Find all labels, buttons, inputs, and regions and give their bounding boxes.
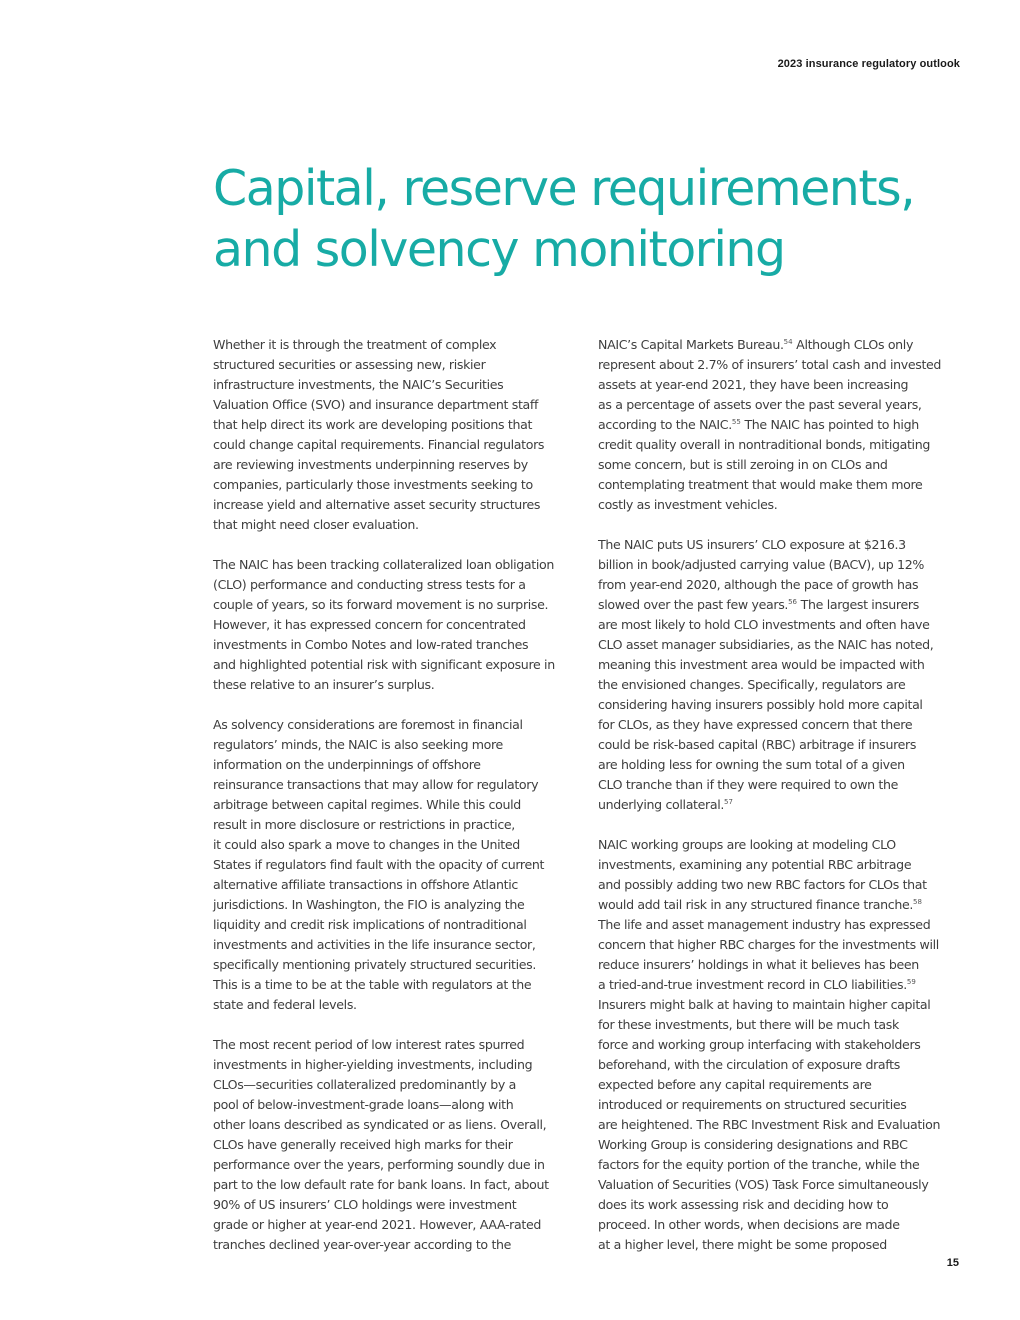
text-line: specifically mentioning privately structured securities. xyxy=(213,957,537,972)
text-line: CLO tranche than if they were required to own the xyxy=(598,777,899,792)
text-line: at a higher level, there might be some proposed xyxy=(598,1237,887,1252)
text-line: credit quality overall in nontraditional bonds, mitigating xyxy=(598,437,930,452)
text-line: Whether it is through the treatment of complex xyxy=(213,337,497,352)
text-line: The NAIC has been tracking collateralized loan obligation xyxy=(213,557,555,572)
text-line: are most likely to hold CLO investments and often have xyxy=(598,617,930,632)
text-line: and possibly adding two new RBC factors for CLOs that xyxy=(598,877,927,892)
text-line: reduce insurers’ holdings in what it believes has been xyxy=(598,957,919,972)
text-line: liquidity and credit risk implications of nontraditional xyxy=(213,917,527,932)
text-line: from year-end 2020, although the pace of growth has xyxy=(598,577,919,592)
text-line: NAIC’s Capital Markets Bureau.$^{54}$ Although CLOs only xyxy=(598,337,914,352)
text-line: force and working group interfacing with stakeholders xyxy=(598,1037,921,1052)
text-line: However, it has expressed concern for concentrated xyxy=(213,617,526,632)
text-line: infrastructure investments, the NAIC’s Securities xyxy=(213,377,504,392)
footnote-ref: 57 xyxy=(724,798,733,806)
text-line: beforehand, with the circulation of exposure drafts xyxy=(598,1057,900,1072)
text-line: expected before any capital requirements are xyxy=(598,1077,872,1092)
text-line: investments and activities in the life insurance sector, xyxy=(213,937,536,952)
text-line: result in more disclosure or restrictions in practice, xyxy=(213,817,515,832)
text-line: NAIC working groups are looking at modeling CLO xyxy=(598,837,896,852)
text-line: for these investments, but there will be much task xyxy=(598,1017,899,1032)
title-line: Capital, reserve requirements, xyxy=(213,160,915,217)
text-line: (CLO) performance and conducting stress tests for a xyxy=(213,577,526,592)
text-line: proceed. In other words, when decisions are made xyxy=(598,1217,900,1232)
text-line: structured securities or assessing new, riskier xyxy=(213,357,486,372)
text-line: reinsurance transactions that may allow for regulatory xyxy=(213,777,539,792)
footnote-ref: 58 xyxy=(913,898,922,906)
text-line: are heightened. The RBC Investment Risk and Evaluation xyxy=(598,1117,941,1132)
footnote-ref: 55 xyxy=(731,418,741,426)
text-line: grade or higher at year-end 2021. However, AAA-rated xyxy=(213,1217,541,1232)
text-line: Valuation of Securities (VOS) Task Force simultaneously xyxy=(598,1177,929,1192)
text-line: performance over the years, performing soundly due in xyxy=(213,1157,545,1172)
text-line: investments in higher-yielding investments, including xyxy=(213,1057,533,1072)
text-line: does its work assessing risk and deciding how to xyxy=(598,1197,889,1212)
paragraph xyxy=(213,1035,583,1255)
text-line: as a percentage of assets over the past several years, xyxy=(598,397,922,412)
text-line: other loans described as syndicated or as liens. Overall, xyxy=(213,1117,547,1132)
text-line: contemplating treatment that would make them more xyxy=(598,477,923,492)
page-number: 15 xyxy=(946,1257,959,1269)
text-line: companies, particularly those investments seeking to xyxy=(213,477,533,492)
text-line: according to the NAIC.$^{55}$ The NAIC has pointed to high xyxy=(598,417,919,432)
text-line: meaning this investment area would be impacted with xyxy=(598,657,925,672)
text-line: jurisdictions. In Washington, the FIO is analyzing the xyxy=(213,897,525,912)
text-line: could be risk-based capital (RBC) arbitrage if insurers xyxy=(598,737,917,752)
text-line: factors for the equity portion of the tranche, while the xyxy=(598,1157,920,1172)
text-line: that might need closer evaluation. xyxy=(213,517,419,532)
text-line: slowed over the past few years.$^{56}$ The largest insurers xyxy=(598,597,919,612)
text-line: considering having insurers possibly hold more capital xyxy=(598,697,923,712)
text-line: pool of below-investment-grade loans—along with xyxy=(213,1097,514,1112)
paragraph xyxy=(598,835,973,1255)
text-line: it could also spark a move to changes in the United xyxy=(213,837,520,852)
footnote-ref: 56 xyxy=(788,598,798,606)
text-line: tranches declined year-over-year according to the xyxy=(213,1237,512,1252)
text-line: alternative affiliate transactions in offshore Atlantic xyxy=(213,877,518,892)
text-line: The NAIC puts US insurers’ CLO exposure at $216.3 xyxy=(598,537,906,552)
text-line: represent about 2.7% of insurers’ total cash and invested xyxy=(598,357,942,372)
text-line: some concern, but is still zeroing in on CLOs and xyxy=(598,457,888,472)
text-line: underlying collateral.$^{57}$ xyxy=(598,797,733,812)
text-line: state and federal levels. xyxy=(213,997,357,1012)
paragraph xyxy=(213,555,583,695)
text-line: increase yield and alternative asset security structures xyxy=(213,497,541,512)
text-line: part to the low default rate for bank loans. In fact, about xyxy=(213,1177,549,1192)
text-line: 90% of US insurers’ CLO holdings were investment xyxy=(213,1197,517,1212)
right-column xyxy=(598,335,973,1255)
text-line: The life and asset management industry has expressed xyxy=(598,917,931,932)
text-line: information on the underpinnings of offshore xyxy=(213,757,481,772)
paragraph xyxy=(213,715,583,1015)
text-line: The most recent period of low interest rates spurred xyxy=(213,1037,525,1052)
text-line: This is a time to be at the table with regulators at the xyxy=(213,977,532,992)
text-line: costly as investment vehicles. xyxy=(598,497,778,512)
text-line: regulators’ minds, the NAIC is also seeking more xyxy=(213,737,503,752)
text-line: are holding less for owning the sum total of a given xyxy=(598,757,905,772)
text-line: couple of years, so its forward movement is no surprise. xyxy=(213,597,549,612)
text-line: CLOs have generally received high marks for their xyxy=(213,1137,513,1152)
text-line: are reviewing investments underpinning reserves by xyxy=(213,457,528,472)
text-line: that help direct its work are developing positions that xyxy=(213,417,533,432)
text-line: these relative to an insurer’s surplus. xyxy=(213,677,435,692)
left-column xyxy=(213,335,583,1255)
text-line: billion in book/adjusted carrying value (BACV), up 12% xyxy=(598,557,924,572)
text-line: assets at year-end 2021, they have been increasing xyxy=(598,377,909,392)
footnote-ref: 54 xyxy=(783,338,793,346)
text-line: introduced or requirements on structured securities xyxy=(598,1097,907,1112)
text-line: a tried-and-true investment record in CLO liabilities.$^{59}$ xyxy=(598,977,916,992)
text-line: concern that higher RBC charges for the investments will xyxy=(598,937,939,952)
text-line: Working Group is considering designations and RBC xyxy=(598,1137,908,1152)
text-line: the envisioned changes. Specifically, regulators are xyxy=(598,677,906,692)
text-line: would add tail risk in any structured finance tranche.$^{58}$ xyxy=(598,897,922,912)
text-line: investments in Combo Notes and low-rated tranches xyxy=(213,637,529,652)
text-line: As solvency considerations are foremost in financial xyxy=(213,717,523,732)
text-line: investments, examining any potential RBC arbitrage xyxy=(598,857,912,872)
paragraph xyxy=(598,335,973,515)
paragraph xyxy=(598,535,973,815)
text-line: Valuation Office (SVO) and insurance department staff xyxy=(213,397,539,412)
text-line: could change capital requirements. Financial regulators xyxy=(213,437,545,452)
text-line: and highlighted potential risk with significant exposure in xyxy=(213,657,555,672)
text-line: arbitrage between capital regimes. While this could xyxy=(213,797,521,812)
title-line: and solvency monitoring xyxy=(213,221,785,278)
text-line: Insurers might balk at having to maintain higher capital xyxy=(598,997,931,1012)
running-header: 2023 insurance regulatory outlook xyxy=(777,58,960,70)
text-line: CLO asset manager subsidiaries, as the NAIC has noted, xyxy=(598,637,934,652)
paragraph xyxy=(213,335,583,535)
section-title xyxy=(213,158,973,280)
text-line: States if regulators find fault with the opacity of current xyxy=(213,857,545,872)
footnote-ref: 59 xyxy=(906,978,916,986)
text-line: CLOs—securities collateralized predominantly by a xyxy=(213,1077,517,1092)
text-line: for CLOs, as they have expressed concern that there xyxy=(598,717,913,732)
